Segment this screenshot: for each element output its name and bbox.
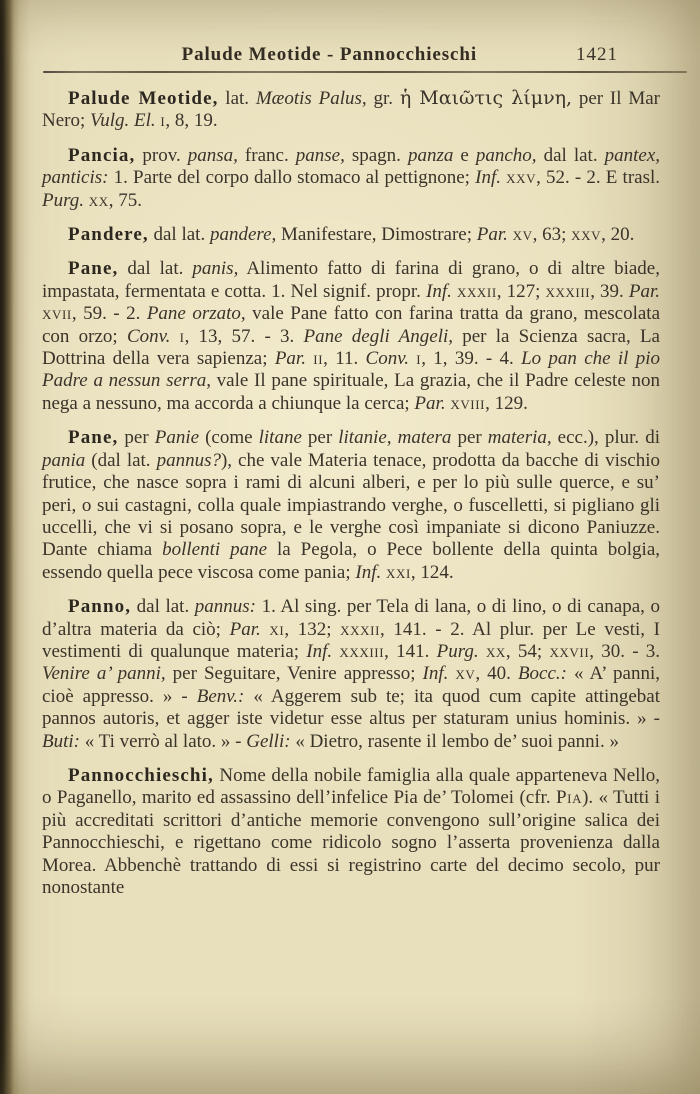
entry-pane-1 <box>42 258 660 415</box>
dictionary-entries <box>42 87 660 899</box>
entry-text: , 13, 57. - 3. <box>184 325 304 347</box>
page-number: 1421 <box>576 44 618 65</box>
entry-text: Inf. <box>355 561 382 583</box>
entry-text: « A’ panni, cioè appresso. » - <box>42 663 661 707</box>
entry-text: Nome della nobile famiglia alla quale apparteneva Nello, o Paganello, marito ed assassino dell’infelice Pia de’ Tolomei (cfr. <box>42 764 660 809</box>
entry-text: xi <box>269 618 285 640</box>
entry-text: per <box>118 427 155 449</box>
entry-text: , 54; <box>505 640 550 662</box>
entry-text: , 1, 39. - 4. <box>421 348 522 370</box>
entry-text: Conv. <box>365 348 409 370</box>
entry-text: pantex, panticis: <box>42 144 661 189</box>
entry-headword: Palude Meotide, <box>68 88 219 109</box>
entry-text: Par. <box>628 280 661 302</box>
entry-headword: Pane, <box>68 258 119 280</box>
entry-text: xxvii <box>549 640 590 662</box>
entry-pandere <box>42 224 660 246</box>
entry-text: Buti: <box>42 730 80 752</box>
entry-text: « Dietro, rasente il lembo de’ suoi panni. » <box>290 730 619 752</box>
entry-text: Par. <box>274 348 306 370</box>
entry-text: Pane degli Angeli, <box>303 325 453 347</box>
entry-palude-meotide <box>42 87 660 133</box>
entry-text: Panie <box>154 427 200 449</box>
entry-text: xxi <box>386 561 411 583</box>
entry-text: Manifestare, Dimostrare; <box>276 224 477 246</box>
entry-text: e <box>453 144 476 166</box>
book-gutter-shadow <box>0 0 30 1094</box>
entry-text: per la Scienza sacra, La Dottrina della vera sapienza; <box>42 325 660 370</box>
entry-text: , 11. <box>323 348 366 370</box>
entry-text: xxxii <box>340 618 380 640</box>
entry-text: per <box>301 427 339 449</box>
entry-text: xv <box>455 663 476 685</box>
entry-text: vale Pane fatto con farina tratta da grano, mescolata con orzo; <box>42 303 661 347</box>
entry-text: per <box>451 427 488 449</box>
entry-text: xx <box>485 640 506 662</box>
entry-text: Lo pan che il pio Padre a nessun serra, <box>42 348 661 392</box>
entry-text: pansa, <box>187 144 238 166</box>
entry-text: Par. <box>229 618 261 640</box>
header-rule <box>43 71 687 73</box>
entry-text: Purg. <box>42 189 85 211</box>
entry-text: dal lat. <box>131 596 195 618</box>
entry-text: Benv.: <box>196 685 245 707</box>
entry-text: (dal lat. <box>85 449 157 471</box>
entry-text: xx <box>88 189 109 211</box>
entry-text: , 40. <box>475 663 518 685</box>
entry-text: Purg. <box>436 640 479 662</box>
entry-text: Bocc.: <box>517 663 567 685</box>
entry-text: xxv <box>506 167 537 189</box>
entry-text: Venire a’ panni, <box>42 663 166 685</box>
entry-text: pancho, <box>475 144 537 166</box>
entry-text <box>479 641 486 662</box>
entry-text: xxxii <box>456 280 497 302</box>
entry-text: lat. <box>218 88 256 109</box>
entry-text: i <box>160 110 166 132</box>
entry-text: pannus? <box>156 449 221 471</box>
entry-text: , 52. - 2. E trasl. <box>536 167 661 189</box>
entry-text: , 39. <box>590 280 629 302</box>
entry-text: , 124. <box>410 561 454 583</box>
entry-text: vale Il pane spirituale, La grazia, che il Padre celeste non nega a nessuno, ma accorda a chiunque la cerca; <box>42 370 660 414</box>
entry-text: ), che vale Materia tenace, prodotta da bacche di vischio frutice, che nasce sopra i rami di alcuni alberi, e per lo più sulle querce, e su’ peri, o sui castagni, colla quale impiastrando verghe, o fuscelletti, si pigliano gli uccelli, che vi si posano sopra, e le verghe così impaniate si dicono Paniuzze. Dante chiama <box>42 449 661 561</box>
entry-text: i <box>416 348 422 370</box>
entry-text: i <box>179 325 185 347</box>
entry-headword: Pane, <box>68 427 119 449</box>
entry-text: spagn. <box>344 144 408 166</box>
entry-text: , 127; <box>496 280 546 302</box>
entry-text: ἡ Μαιῶτις λίμνη, <box>399 87 573 109</box>
entry-text: , 59. - 2. <box>71 303 147 325</box>
entry-text: , 63; <box>532 224 572 246</box>
entry-text: Par. <box>476 224 508 246</box>
entry-text: litane <box>258 427 302 449</box>
entry-text: , 20. <box>601 224 635 246</box>
entry-text: xv <box>512 224 533 246</box>
entry-text: Inf. <box>306 640 333 662</box>
entry-text: xxxiii <box>339 640 385 662</box>
entry-text: Gelli: <box>246 730 291 752</box>
entry-text <box>170 326 179 347</box>
entry-text: dal lat. <box>118 258 193 280</box>
entry-text: 1. Parte del corpo dallo stomaco al pettignone; <box>108 167 476 189</box>
entry-text: Pia <box>555 787 583 809</box>
entry-text: bollenti pane <box>162 539 268 561</box>
entry-text: materia, <box>487 427 552 449</box>
entry-text: panse, <box>295 144 345 166</box>
entry-text: pandere, <box>209 224 277 246</box>
entry-text: pania <box>42 449 86 471</box>
entry-text: prov. <box>135 144 188 166</box>
entry-text: franc. <box>237 144 296 166</box>
entry-headword: Pandere, <box>68 224 149 246</box>
entry-text: Pane orzato, <box>146 303 246 325</box>
entry-panno <box>42 596 660 753</box>
entry-text: Conv. <box>126 325 171 347</box>
entry-text: gr. <box>366 88 400 109</box>
entry-text: pannus: <box>194 596 256 618</box>
entry-text: , 75. <box>108 189 143 211</box>
entry-text: (come <box>199 427 259 449</box>
entry-pane-2 <box>42 427 660 584</box>
entry-text: panza <box>407 144 454 166</box>
entry-text: Alimento fatto di farina di grano, o di altre biade, impastata, fermentata e cotta. 1. Nel signif. propr. <box>42 258 660 302</box>
entry-text: , 141. - 2. Al plur. per Le vesti, I vestimenti di qualunque materia; <box>42 618 660 662</box>
entry-text: dal lat. <box>536 144 605 166</box>
entry-text: xvii <box>42 303 72 325</box>
entry-pannocchieschi <box>42 765 660 899</box>
entry-text: Par. <box>414 392 446 414</box>
running-head <box>40 44 660 68</box>
entry-text: , 30. - 3. <box>589 640 661 662</box>
entry-text: Inf. <box>422 663 449 685</box>
entry-text: , 141. <box>384 640 437 662</box>
entry-text: dal lat. <box>148 224 210 246</box>
entry-text: xviii <box>450 392 486 414</box>
entry-text: ). « Tutti i più accreditati scrittori d’antiche memorie convengono sull’origine salica dei Pannocchieschi, e rigettano come ridicolo sogno l’asserta provenienza dalla Morea. Abbenchè trattando di essi si registrino carte del decimo secolo, pur nonostante <box>42 787 660 898</box>
entry-text: ecc.), plur. di <box>551 427 660 449</box>
entry-headword: Panno, <box>68 596 132 618</box>
entry-text: per Il Mar Nero; <box>42 88 660 132</box>
entry-text: « Ti verrò al lato. » - <box>80 730 247 752</box>
entry-text: per Seguitare, Venire appresso; <box>165 663 423 685</box>
entry-text: , 132; <box>284 618 341 640</box>
entry-text: « Aggerem sub te; ita quod cum capite attingebat pannos autoris, et agger iste videtur esse altus per staturam unius hominis. » - <box>42 685 660 730</box>
entry-text: Mæotis Palus, <box>255 88 367 109</box>
entry-pancia <box>42 145 660 212</box>
entry-text: xxv <box>571 224 602 246</box>
entry-text: Vulg. El. <box>90 110 156 132</box>
running-head-title: Palude Meotide - Pannocchieschi <box>181 44 478 65</box>
entry-headword: Pancia, <box>68 144 136 166</box>
entry-text: xxxiii <box>545 280 591 302</box>
entry-text: 1. Al sing. per Tela di lana, o di lino, o di canapa, o d’altra materia da ciò; <box>42 596 660 640</box>
entry-text: Inf. <box>426 280 452 302</box>
entry-text: panis, <box>192 258 239 280</box>
entry-text: la Pegola, o Pece bollente della quinta bolgia, essendo quella pece viscosa come pania; <box>42 539 661 583</box>
entry-text: ii <box>313 348 324 370</box>
entry-text: , 129. <box>485 392 528 414</box>
entry-headword: Pannocchieschi, <box>68 764 214 786</box>
entry-text: litanie, matera <box>338 427 452 449</box>
entry-text: , 8, 19. <box>165 110 218 132</box>
entry-text: Inf. <box>475 167 501 189</box>
